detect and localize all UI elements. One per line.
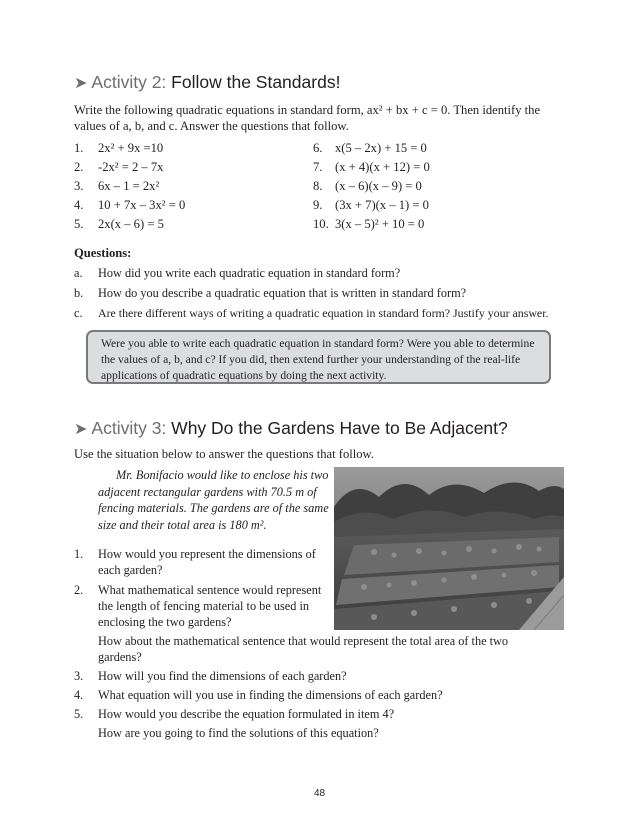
question-c bbox=[74, 305, 574, 321]
equation: -2x² = 2 – 7x bbox=[98, 160, 164, 174]
activity-3-question-5 bbox=[74, 706, 564, 722]
activity-2-intro-line-2: values of a, b, and c. Answer the questions that follow. bbox=[74, 119, 349, 133]
activity-2-heading bbox=[74, 72, 340, 94]
question-text: What equation will you use in finding the dimensions of each garden? bbox=[98, 688, 443, 702]
question-line: How would you represent the dimensions of bbox=[98, 547, 316, 561]
equation-num: 1. bbox=[74, 141, 84, 155]
question-line: What mathematical sentence would represent bbox=[98, 583, 322, 597]
question-letter: b. bbox=[74, 286, 84, 300]
arrow-icon: ➤ bbox=[74, 421, 88, 438]
equation-num: 7. bbox=[313, 160, 323, 174]
questions-heading: Questions: bbox=[74, 246, 132, 260]
activity-3-heading bbox=[74, 418, 508, 440]
question-text: How will you find the dimensions of each garden? bbox=[98, 669, 347, 683]
equation-num: 4. bbox=[74, 198, 84, 212]
question-line: each garden? bbox=[98, 563, 163, 577]
equation-num: 6. bbox=[313, 141, 323, 155]
equation: (x + 4)(x + 12) = 0 bbox=[335, 160, 430, 174]
activity-3-intro: Use the situation below to answer the questions that follow. bbox=[74, 447, 374, 461]
question-text: How did you write each quadratic equation in standard form? bbox=[98, 266, 401, 280]
situation-line: adjacent rectangular gardens with 70.5 m of bbox=[98, 484, 317, 499]
equation-num: 2. bbox=[74, 160, 84, 174]
equation: 2x² + 9x =10 bbox=[98, 141, 164, 155]
garden-photo bbox=[334, 467, 564, 630]
question-a bbox=[74, 265, 574, 281]
callout-line: the values of a, b, and c? If you did, then extend further your understanding of the real-life bbox=[101, 353, 521, 366]
question-letter: c. bbox=[74, 306, 83, 320]
activity-2-label: Activity 2: bbox=[91, 72, 167, 92]
question-5-followup: How are you going to find the solutions of this equation? bbox=[98, 726, 379, 740]
question-text: Are there different ways of writing a quadratic equation in standard form? Justify your answer. bbox=[98, 306, 549, 320]
equation-num: 5. bbox=[74, 217, 84, 231]
situation-text bbox=[98, 467, 330, 533]
question-text: How would you describe the equation formulated in item 4? bbox=[98, 707, 395, 721]
question-text: How do you describe a quadratic equation that is written in standard form? bbox=[98, 286, 467, 300]
callout-line: Were you able to write each quadratic equation in standard form? Were you able to determine bbox=[101, 337, 535, 350]
situation-line: fencing materials. The gardens are of the same bbox=[98, 501, 329, 515]
activity-3-label: Activity 3: bbox=[91, 418, 167, 438]
question-text bbox=[98, 546, 338, 578]
arrow-icon: ➤ bbox=[74, 75, 88, 92]
equation-num: 3. bbox=[74, 179, 84, 193]
question-b bbox=[74, 285, 574, 301]
callout-line: applications of quadratic equations by doing the next activity. bbox=[101, 369, 387, 382]
equation: 6x – 1 = 2x² bbox=[98, 179, 160, 193]
activity-2-title: Follow the Standards! bbox=[171, 72, 341, 92]
equation: (3x + 7)(x – 1) = 0 bbox=[335, 198, 429, 212]
question-number: 4. bbox=[74, 688, 84, 702]
question-number: 3. bbox=[74, 669, 84, 683]
activity-3-title: Why Do the Gardens Have to Be Adjacent? bbox=[171, 418, 508, 438]
page-number: 48 bbox=[313, 788, 326, 799]
activity-3-question-2 bbox=[74, 582, 334, 632]
question-line: the length of fencing material to be used in bbox=[98, 599, 310, 613]
situation-line: Mr. Bonifacio would like to enclose his two bbox=[116, 468, 329, 482]
situation-line: size and their total area is 180 m². bbox=[98, 517, 267, 532]
question-number: 1. bbox=[74, 547, 84, 561]
equation-num: 9. bbox=[313, 198, 323, 212]
equation-num: 8. bbox=[313, 179, 323, 193]
question-letter: a. bbox=[74, 266, 83, 280]
equation: 10 + 7x – 3x² = 0 bbox=[98, 198, 186, 212]
question-2-followup-line-2: gardens? bbox=[98, 650, 142, 664]
equation: 3(x – 5)² + 10 = 0 bbox=[335, 217, 425, 231]
activity-3-question-4 bbox=[74, 687, 564, 703]
equation: (x – 6)(x – 9) = 0 bbox=[335, 179, 422, 193]
activity-3-question-3 bbox=[74, 668, 564, 684]
equation: x(5 – 2x) + 15 = 0 bbox=[335, 141, 427, 155]
question-number: 5. bbox=[74, 707, 84, 721]
question-number: 2. bbox=[74, 583, 84, 597]
callout-text bbox=[101, 336, 538, 384]
activity-3-question-1 bbox=[74, 546, 334, 580]
question-2-followup-line-1: How about the mathematical sentence that would represent the total area of the two bbox=[98, 634, 509, 648]
question-text bbox=[98, 582, 338, 630]
question-line: enclosing the two gardens? bbox=[98, 615, 232, 629]
equation: 2x(x – 6) = 5 bbox=[98, 217, 164, 231]
equation-num: 10. bbox=[313, 217, 329, 231]
reflection-callout bbox=[86, 330, 551, 384]
activity-2-intro-line-1: Write the following quadratic equations in standard form, ax² + bx + c = 0. Then identify the bbox=[74, 103, 541, 117]
